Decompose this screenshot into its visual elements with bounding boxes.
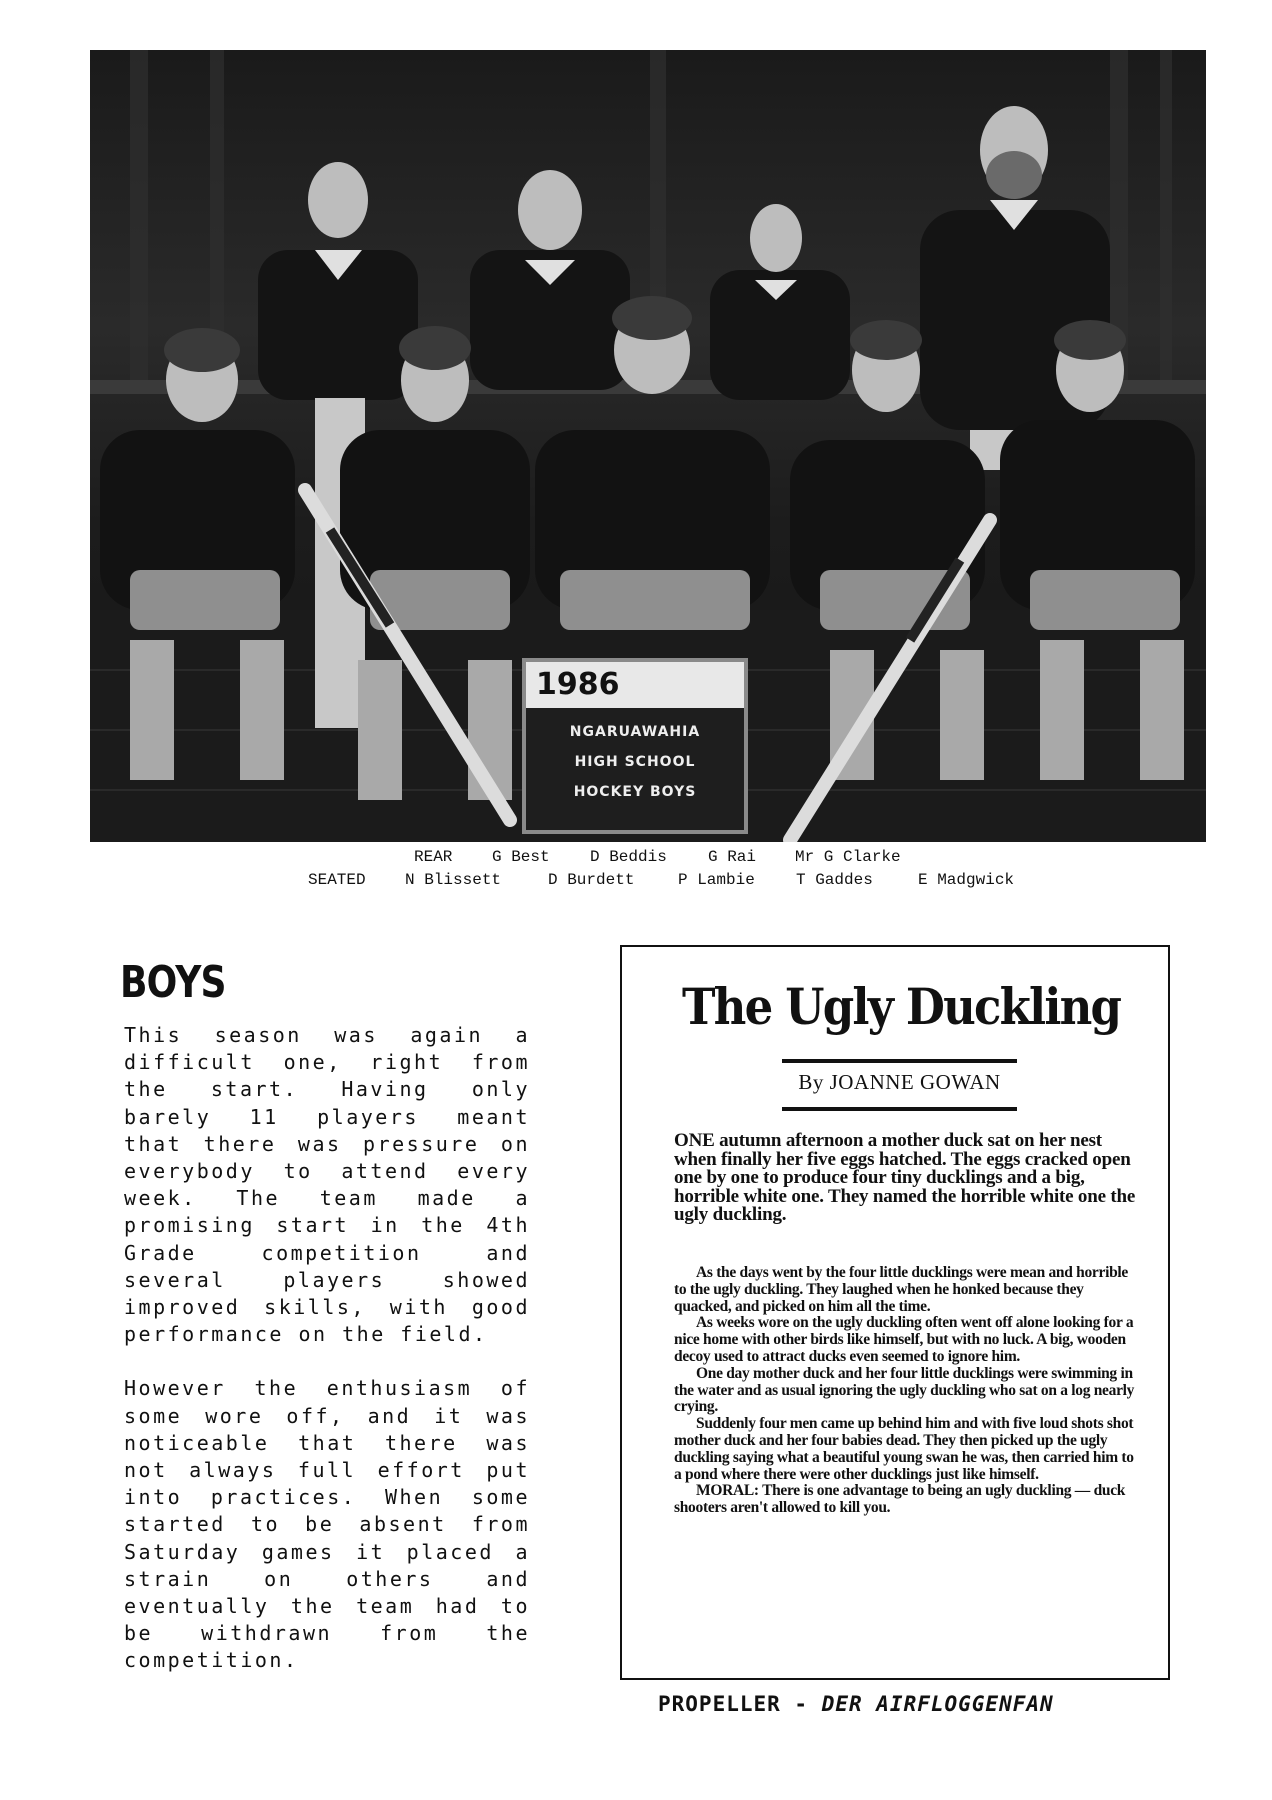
caption-seated-name: T Gaddes (796, 871, 873, 889)
caption-rear-name: Mr G Clarke (795, 848, 901, 866)
sign-line-team: HOCKEY BOYS (573, 784, 697, 800)
duckling-byline: By JOANNE GOWAN (798, 1070, 1001, 1094)
footer-right: DER AIRFLOGGENFAN (821, 1692, 1054, 1716)
sign-line-school: HIGH SCHOOL (574, 754, 696, 770)
duckling-lede: ONE autumn afternoon a mother duck sat on her nest when finally her five eggs hatched. The eggs cracked open one by one to produce four tiny ducklings and a big, horrible white one. They named the horrible white one the ugly duckling. (674, 1130, 1136, 1225)
caption-rear-name: D Beddis (590, 848, 667, 866)
duckling-title: The Ugly Duckling (682, 977, 1121, 1036)
sign-line-school-name: NGARUAWAHIA (569, 724, 701, 740)
duckling-paragraph: As the days went by the four little ducklings were mean and horrible to the ugly duckling. They laughed when he honked because they quacked, and picked on him all the time. (674, 1264, 1128, 1315)
duckling-body (674, 1265, 1136, 1517)
duckling-moral: MORAL: There is one advantage to being an ugly duckling — duck shooters aren't allowed to kill you. (674, 1482, 1126, 1517)
duckling-paragraph: Suddenly four men came up behind him and with five loud shots shot mother duck and her four babies dead. They then picked up the ugly duckling saying what a beautiful young swan he was, then carried him to a pond where there were other ducklings just like himself. (674, 1415, 1134, 1483)
caption-rear-name: G Rai (708, 848, 757, 866)
boys-paragraph: However the enthusiasm of some wore off, and it was noticeable that there was not always full effort put into practices. When some started to be absent from Saturday games it placed a strain on others and eventually the team had to be withdrawn from the competition. (124, 1376, 530, 1673)
footer-left: PROPELLER - (658, 1692, 822, 1716)
ugly-duckling-box (620, 945, 1170, 1680)
byline-bottom-rule (782, 1107, 1017, 1111)
caption-seated-name: E Madgwick (918, 871, 1015, 889)
caption-seated-name: D Burdett (548, 871, 635, 889)
caption-seated-name: N Blissett (405, 871, 502, 889)
caption-seated-name: P Lambie (678, 871, 755, 889)
duckling-paragraph: One day mother duck and her four little ducklings were swimming in the water and as usual ignoring the ugly duckling who sat on a log nearly crying. (674, 1364, 1135, 1416)
boys-paragraph: This season was again a difficult one, right from the start. Having only barely 11 players meant that there was pressure on everybody to attend every week. The team made a promising start in the 4th Grade competition and several players showed improved skills, with good performance on the field. (124, 1023, 530, 1347)
page-footer (658, 1692, 1054, 1716)
caption-rear-label: REAR (414, 848, 453, 866)
sign-year: 1986 (526, 662, 744, 708)
caption-rear-name: G Best (492, 848, 550, 866)
caption-seated-label: SEATED (308, 871, 366, 889)
duckling-paragraph: As weeks wore on the ugly duckling often went off alone looking for a nice home with other birds like himself, but with no luck. A big, wooden decoy used to attract ducks even seemed to ignore him. (674, 1314, 1134, 1365)
boys-heading: BOYS (120, 957, 226, 1008)
byline-top-rule (782, 1059, 1017, 1063)
boys-article-body (124, 1022, 530, 1702)
team-photo (90, 50, 1206, 842)
team-sign (522, 658, 748, 834)
